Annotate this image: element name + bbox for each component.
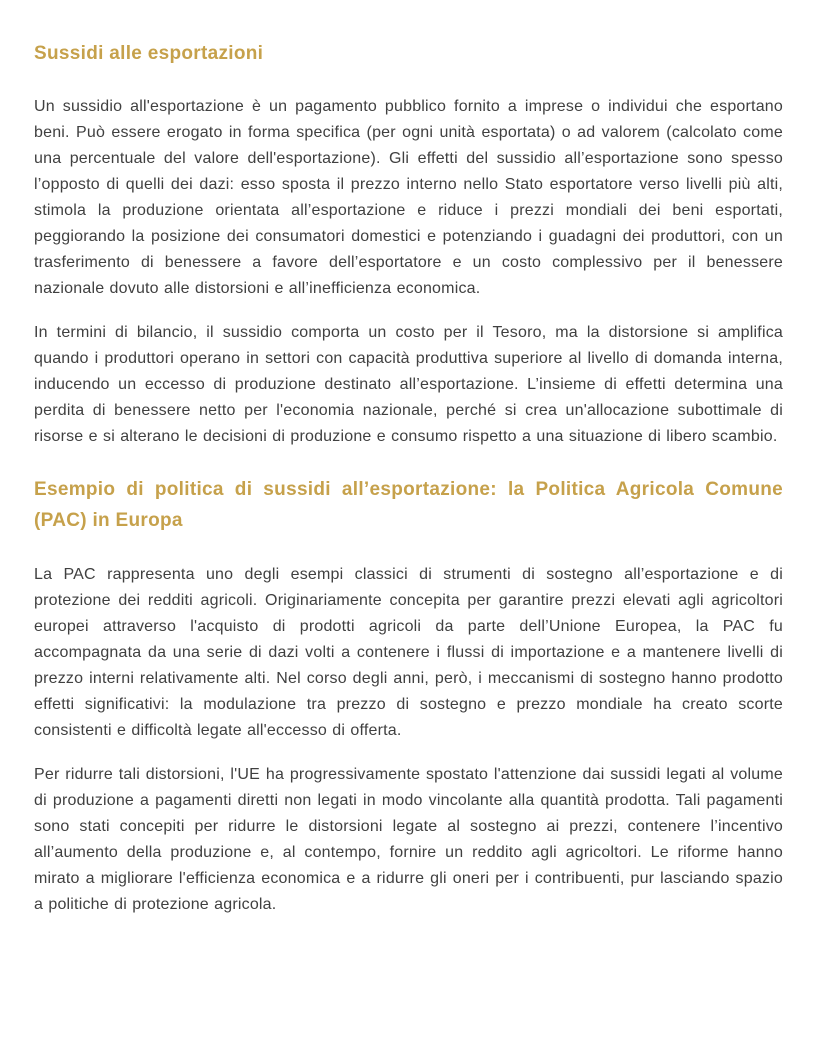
section-title-export-subsidies: Sussidi alle esportazioni [34,43,264,64]
section-title-pac-example: Esempio di politica di sussidi all’esportazione: la Politica Agricola Comune (PAC) in Europa [34,479,783,531]
paragraph-budget-effects: In termini di bilancio, il sussidio comporta un costo per il Tesoro, ma la distorsione si amplifica quando i produttori operano in settori con capacità produttiva superiore al livello di domanda interna, inducendo un eccesso di produzione destinato all’esportazione. L’insieme di effetti determina una perdita di benessere netto per l'economia nazionale, perché si crea un'allocazione subottimale di risorse e si alterano le decisioni di produzione e consumo rispetto a una situazione di libero scambio. [34,324,783,445]
paragraph-pac-reforms: Per ridurre tali distorsioni, l'UE ha progressivamente spostato l'attenzione dai sussidi legati al volume di produzione a pagamenti diretti non legati in modo vincolante alla quantità prodotta. Tali pagamenti sono stati concepiti per ridurre le distorsioni legate al sostegno ai prezzi, contenere l’incentivo all’aumento della produzione e, al contempo, fornire un reddito agli agricoltori. Le riforme hanno mirato a migliorare l'efficienza economica e a ridurre gli oneri per i contribuenti, pur lasciando spazio a politiche di protezione agricola. [34,766,783,913]
paragraph-pac-description: La PAC rappresenta uno degli esempi classici di strumenti di sostegno all’esportazione e di protezione dei redditi agricoli. Originariamente concepita per garantire prezzi elevati agli agricoltori europei attraverso l'acquisto di prodotti agricoli da parte dell’Unione Europea, la PAC fu accompagnata da una serie di dazi volti a contenere i flussi di importazione e a mantenere livelli di prezzo interni relativamente alti. Nel corso degli anni, però, i meccanismi di sostegno hanno prodotto effetti significativi: la modulazione tra prezzo di sostegno e prezzo mondiale ha creato scorte consistenti e difficoltà legate all'eccesso di offerta. [34,566,783,739]
paragraph-export-subsidy-definition: Un sussidio all'esportazione è un pagamento pubblico fornito a imprese o individui che esportano beni. Può essere erogato in forma specifica (per ogni unità esportata) o ad valorem (calcolato come una percentuale del valore dell'esportazione). Gli effetti del sussidio all’esportazione sono spesso l’opposto di quelli dei dazi: esso sposta il prezzo interno nello Stato esportatore verso livelli più alti, stimola la produzione orientata all’esportazione e riduce i prezzi mondiali dei beni esportati, peggiorando la posizione dei consumatori domestici e potenziando i guadagni dei produttori, con un trasferimento di benessere a favore dell’esportatore e un costo complessivo per il benessere nazionale dovuto alle distorsioni e all’inefficienza economica. [34,98,783,297]
